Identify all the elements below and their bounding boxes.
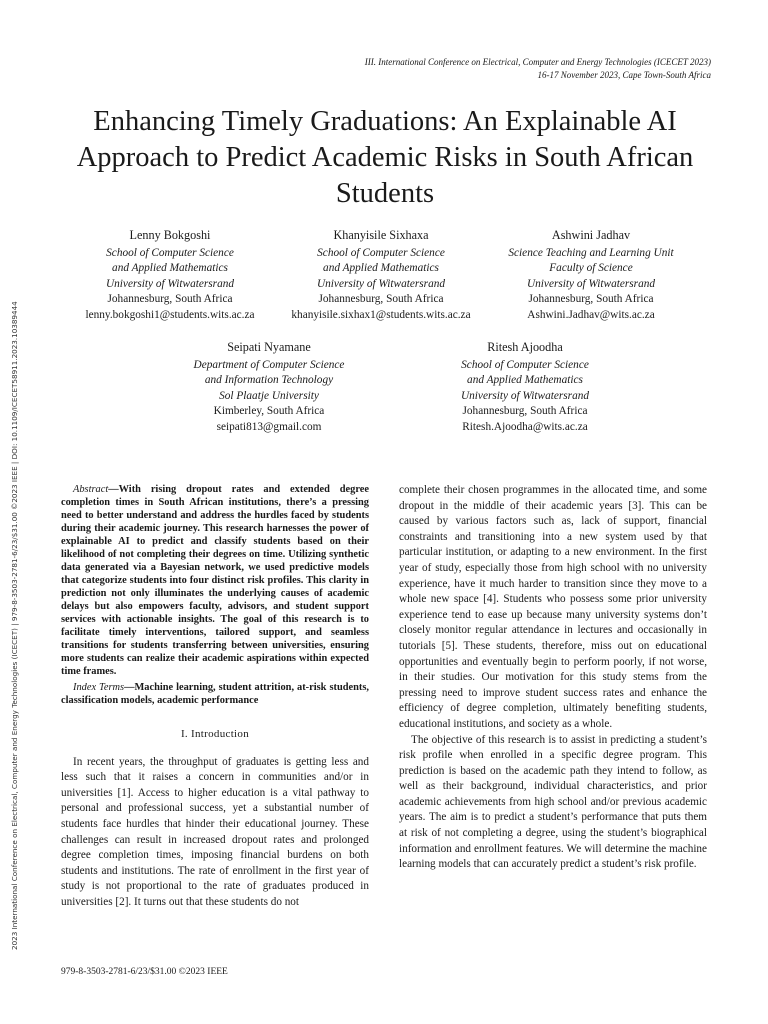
conference-header-line-2: 16-17 November 2023, Cape Town-South Africa <box>537 70 711 80</box>
doi-side-strip <box>3 190 17 950</box>
author-department: School of Computer Science <box>461 358 589 371</box>
copyright-footer: 979-8-3503-2781-6/23/$31.00 ©2023 IEEE <box>61 967 228 977</box>
author-department: Department of Computer Science <box>193 358 345 371</box>
author-name: Khanyisile Sixhaxa <box>333 228 429 242</box>
author-email: lenny.bokgoshi1@students.wits.ac.za <box>85 308 255 321</box>
author-name: Ritesh Ajoodha <box>487 340 563 354</box>
author-university: University of Witwatersrand <box>526 277 656 290</box>
author-email: khanyisile.sixhax1@students.wits.ac.za <box>291 308 471 321</box>
author-email: Ritesh.Ajoodha@wits.ac.za <box>462 420 588 433</box>
intro-paragraph-1-continued: complete their chosen programmes in the allocated time, and some dropout in the middle of their academic years [3]. This can be caused by various factors such as, lack of support, financial constraints and transitioning into a new system used by that particular institution, or adapting to a new environment. In the first year of study, especially those from high school with no university experience, have it much harder to transition since they move to a whole new space [4]. Students who possess some prior university experience tend to ease up because many university systems don’t closely monitor regular attendance in lectures and occasionally in tutorials [5]. These students, therefore, miss out on educational opportunities and eventually begin to perform poorly, if not worse, in their studies. Our motivation for this study stems from the pressing need to improve student success rates and enhance the efficiency of degree completion, ultimately benefiting students, educational institutions, and society as a whole. <box>399 484 707 730</box>
index-terms <box>61 681 369 707</box>
author-university: Sol Plaatje University <box>219 389 319 402</box>
author-department-line-2: and Applied Mathematics <box>323 262 439 275</box>
abstract-text: —With rising dropout rates and extended degree completion times in South African institutions, there’s a pressing need to better understand and address the hurdles faced by students during their academic journey. This research harnesses the power of explainable AI to predict and classify students based on their likelihood of not completing their degrees on time. Utilizing synthetic data generated via a Bayesian network, we used predictive models that categorize students into four distinct risk profiles. This clarity in prediction not only illuminates the underlying causes of academic delays but also empowers faculty, advisors, and student support services with actionable insights. The goal of this research is to facilitate timely interventions, tailored support, and seamless transitions for students transferring between universities, ensuring more students can realize their academic aspirations within expected time frames. <box>61 484 369 677</box>
author-department-line-2: and Applied Mathematics <box>467 374 583 387</box>
author-university: University of Witwatersrand <box>105 277 235 290</box>
author-department-line-2: and Information Technology <box>204 374 334 387</box>
author-block-1 <box>55 228 285 324</box>
author-department: Science Teaching and Learning Unit <box>508 246 674 259</box>
index-terms-label: Index Terms <box>73 682 125 693</box>
author-university: University of Witwatersrand <box>316 277 446 290</box>
author-email: Ashwini.Jadhav@wits.ac.za <box>527 308 655 321</box>
abstract-label: Abstract <box>73 484 109 495</box>
author-name: Lenny Bokgoshi <box>129 228 211 242</box>
paper-title: Enhancing Timely Graduations: An Explainable AI Approach to Predict Academic Risks in South African Students <box>76 106 694 209</box>
author-department: School of Computer Science <box>106 246 234 259</box>
abstract <box>61 483 369 678</box>
conference-header <box>231 56 711 82</box>
intro-paragraph-2: The objective of this research is to assist in predicting a student’s risk profile when enrolled in a specific degree program. This prediction is based on the academic path they intend to follow, as well as their background, individual characteristics, and prior academic achievements from high school and/or previous academic years. The aim is to predict a student’s performance that puts them at risk of not completing a degree, using the student’s biographical information and enrollment features. We will determine the machine learning models that can accurately predict a student’s risk profile. <box>399 733 707 871</box>
author-department-line-2: and Applied Mathematics <box>112 262 228 275</box>
doi-side-strip-text: 2023 International Conference on Electrical, Computer and Energy Technologies (ICECET) | 979-8-3503-2781-6/23/$31.00 ©2023 IEEE | DOI: 10.1109/ICECET58911.2023.10389444 <box>10 301 19 950</box>
author-location: Kimberley, South Africa <box>213 405 325 418</box>
author-block-4 <box>154 340 384 436</box>
left-column <box>61 483 369 911</box>
author-name: Ashwini Jadhav <box>551 228 631 242</box>
intro-paragraph-1: In recent years, the throughput of graduates is getting less and less such that it raises a concern in communities and/or in universities [1]. Access to higher education is a vital pathway to personal and professional success, yet a substantial number of students face hurdles that hinder their educational journey. These challenges can result in increased dropout rates and prolonged degree completion times, imposing financial burdens on both students and institutions. The rate of enrollment in the first year of study is not proportional to the rate of graduates produced in universities [2]. It turns out that these students do not <box>61 755 369 908</box>
author-block-5 <box>410 340 640 436</box>
author-location: Johannesburg, South Africa <box>462 405 588 418</box>
author-location: Johannesburg, South Africa <box>107 293 233 306</box>
author-block-3 <box>480 228 702 324</box>
index-terms-text: —Machine learning, student attrition, at-risk students, classification models, academic performance <box>61 682 369 706</box>
author-department: School of Computer Science <box>317 246 445 259</box>
author-location: Johannesburg, South Africa <box>528 293 654 306</box>
right-column <box>399 483 707 873</box>
conference-header-line-1: III. International Conference on Electrical, Computer and Energy Technologies (ICECET 2023) <box>364 57 711 67</box>
author-department-line-2: Faculty of Science <box>549 262 633 275</box>
section-heading-introduction: I. Introduction <box>180 728 250 740</box>
author-university: University of Witwatersrand <box>460 389 590 402</box>
author-location: Johannesburg, South Africa <box>318 293 444 306</box>
author-email: seipati813@gmail.com <box>216 420 322 433</box>
author-name: Seipati Nyamane <box>227 340 311 354</box>
author-block-2 <box>271 228 491 324</box>
